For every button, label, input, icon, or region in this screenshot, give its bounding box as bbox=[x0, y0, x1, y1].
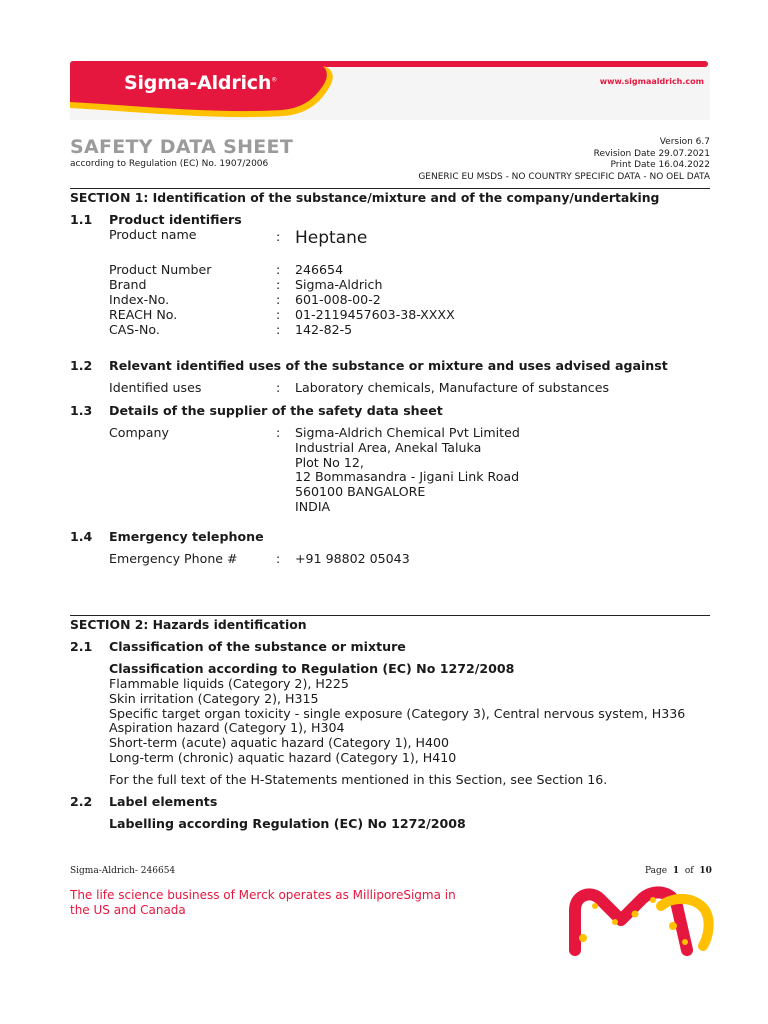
product-number-label: Product Number bbox=[109, 262, 212, 277]
separator: : bbox=[276, 322, 281, 337]
merck-note: The life science business of Merck operates as MilliporeSigma in the US and Canada bbox=[70, 888, 456, 917]
emergency-phone-label: Emergency Phone # bbox=[109, 551, 238, 566]
company-line: 560100 BANGALORE bbox=[295, 484, 426, 499]
product-number-value: 246654 bbox=[295, 262, 344, 277]
separator: : bbox=[276, 380, 281, 395]
separator: : bbox=[276, 292, 281, 307]
page-word: Page bbox=[645, 866, 668, 876]
labelling-regulation-heading: Labelling according Regulation (EC) No 1272/2008 bbox=[109, 816, 466, 831]
section-rule bbox=[70, 615, 710, 616]
section-1-heading: SECTION 1: Identification of the substance/mixture and of the company/undertaking bbox=[70, 190, 660, 205]
section-2-heading: SECTION 2: Hazards identification bbox=[70, 617, 307, 632]
hazard-item: Skin irritation (Category 2), H315 bbox=[109, 691, 319, 706]
of-word: of bbox=[684, 866, 694, 876]
document-subtitle: according to Regulation (EC) No. 1907/2006 bbox=[70, 159, 269, 169]
hazard-item: Long-term (chronic) aquatic hazard (Category 1), H410 bbox=[109, 750, 457, 765]
company-line: INDIA bbox=[295, 499, 331, 514]
reach-no-value: 01-2119457603-38-XXXX bbox=[295, 307, 455, 322]
subsection-number: 1.3 bbox=[70, 403, 93, 418]
subsection-number: 1.1 bbox=[70, 212, 93, 227]
brand-label: Brand bbox=[109, 277, 147, 292]
scope-note: GENERIC EU MSDS - NO COUNTRY SPECIFIC DATA - NO OEL DATA bbox=[418, 172, 710, 182]
document-title: SAFETY DATA SHEET bbox=[70, 136, 294, 158]
brand-logo-text: Sigma-Aldrich® bbox=[124, 72, 278, 94]
separator: : bbox=[276, 277, 281, 292]
separator: : bbox=[276, 307, 281, 322]
cas-no-value: 142-82-5 bbox=[295, 322, 353, 337]
company-line: 12 Bommasandra - Jigani Link Road bbox=[295, 469, 520, 484]
product-name-value: Heptane bbox=[295, 228, 368, 248]
current-page: 1 bbox=[672, 866, 680, 876]
hazard-item: Aspiration hazard (Category 1), H304 bbox=[109, 720, 345, 735]
hazard-item: Specific target organ toxicity - single exposure (Category 3), Central nervous system, H336 bbox=[109, 706, 686, 721]
merck-logo-icon bbox=[569, 886, 715, 956]
supplier-heading: Details of the supplier of the safety data sheet bbox=[109, 403, 443, 418]
identified-uses-value: Laboratory chemicals, Manufacture of substances bbox=[295, 380, 610, 395]
company-line: Sigma-Aldrich Chemical Pvt Limited bbox=[295, 425, 520, 440]
subsection-number: 1.4 bbox=[70, 529, 93, 544]
classification-heading: Classification of the substance or mixture bbox=[109, 639, 406, 654]
identified-uses-heading: Relevant identified uses of the substance or mixture and uses advised against bbox=[109, 358, 668, 373]
separator: : bbox=[276, 229, 281, 244]
h-statement-note: For the full text of the H-Statements mentioned in this Section, see Section 16. bbox=[109, 772, 608, 787]
footer-document-reference: Sigma-Aldrich- 246654 bbox=[70, 866, 176, 876]
section-rule bbox=[70, 188, 710, 189]
subsection-number: 2.2 bbox=[70, 794, 93, 809]
page-indicator bbox=[645, 866, 712, 876]
reach-no-label: REACH No. bbox=[109, 307, 178, 322]
hazard-item: Flammable liquids (Category 2), H225 bbox=[109, 676, 349, 691]
subsection-number: 1.2 bbox=[70, 358, 93, 373]
print-date: Print Date 16.04.2022 bbox=[610, 160, 710, 170]
subsection-number: 2.1 bbox=[70, 639, 93, 654]
company-line: Industrial Area, Anekal Taluka bbox=[295, 440, 482, 455]
product-identifiers-heading: Product identifiers bbox=[109, 212, 242, 227]
label-elements-heading: Label elements bbox=[109, 794, 218, 809]
separator: : bbox=[276, 551, 281, 566]
classification-regulation-heading: Classification according to Regulation (EC) No 1272/2008 bbox=[109, 661, 515, 676]
product-name-label: Product name bbox=[109, 227, 197, 242]
separator: : bbox=[276, 262, 281, 277]
revision-date: Revision Date 29.07.2021 bbox=[593, 149, 710, 159]
separator: : bbox=[276, 425, 281, 440]
cas-no-label: CAS-No. bbox=[109, 322, 160, 337]
hazard-item: Short-term (acute) aquatic hazard (Category 1), H400 bbox=[109, 735, 450, 750]
company-label: Company bbox=[109, 425, 169, 440]
identified-uses-label: Identified uses bbox=[109, 380, 202, 395]
emergency-telephone-heading: Emergency telephone bbox=[109, 529, 264, 544]
index-no-label: Index-No. bbox=[109, 292, 170, 307]
total-pages: 10 bbox=[699, 866, 712, 876]
website-url[interactable]: www.sigmaaldrich.com bbox=[599, 77, 704, 86]
index-no-value: 601-008-00-2 bbox=[295, 292, 381, 307]
emergency-phone-value: +91 98802 05043 bbox=[295, 551, 410, 566]
version: Version 6.7 bbox=[659, 137, 710, 147]
brand-value: Sigma-Aldrich bbox=[295, 277, 383, 292]
company-line: Plot No 12, bbox=[295, 455, 364, 470]
